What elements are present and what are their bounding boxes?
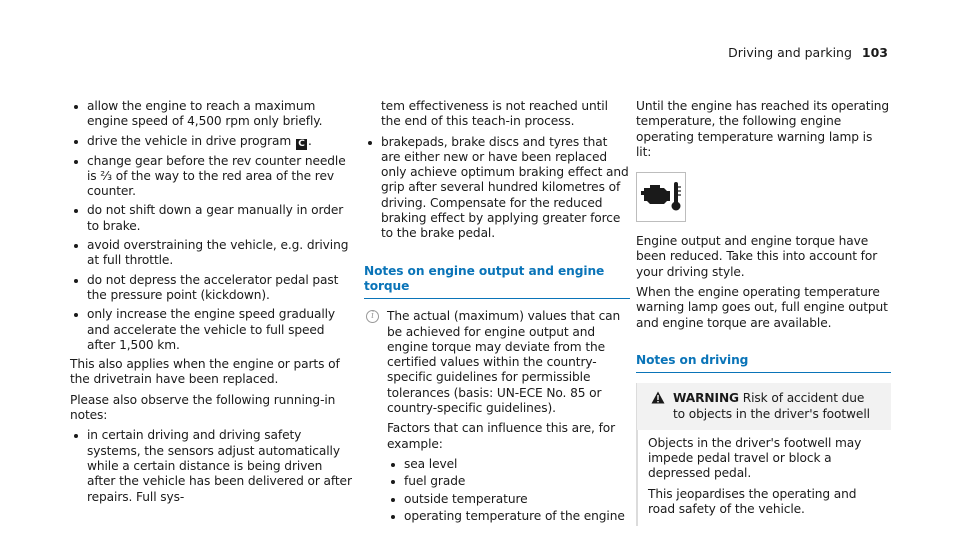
warning-text: This jeopardises the operating and road safety of the vehicle. xyxy=(648,486,857,517)
factors-text: Factors that can influence this are, for example: xyxy=(387,421,616,451)
warning-box xyxy=(636,383,891,526)
warning-text: Objects in the driver's footwell may impede pedal travel or block a depressed pedal. xyxy=(648,435,862,481)
paragraph: This also applies when the engine or parts of the drivetrain have been replaced. xyxy=(70,357,340,387)
continued-text: tem effectiveness is not reached until the end of this teach-in process. xyxy=(381,99,608,129)
column-left xyxy=(70,99,352,509)
section-heading-driving: Notes on driving xyxy=(636,353,891,373)
brakes-list xyxy=(364,135,630,242)
running-in-notes-list xyxy=(70,428,352,504)
list-item: only increase the engine speed gradually and accelerate the vehicle to full speed after 1,500 km. xyxy=(70,307,352,353)
info-icon: i xyxy=(366,310,379,323)
column-right xyxy=(636,99,891,526)
warning-body xyxy=(637,430,891,526)
list-item: do not shift down a gear manually in order to brake. xyxy=(70,203,352,234)
section-title: Driving and parking xyxy=(728,45,852,60)
warning-header xyxy=(637,383,891,430)
paragraph: When the engine operating temperature warning lamp goes out, full engine output and engine torque are available. xyxy=(636,285,888,330)
warning-title: Risk of accident due to objects in the driver's footwell xyxy=(673,391,870,421)
drive-program-period: . xyxy=(307,133,312,148)
list-item: avoid overstraining the vehicle, e.g. driving at full throttle. xyxy=(70,238,352,269)
info-note xyxy=(364,309,630,524)
comfort-program-icon: C xyxy=(296,139,307,150)
warning-label: WARNING xyxy=(673,391,739,406)
page-header xyxy=(728,45,888,60)
list-item: in certain driving and driving safety systems, the sensors adjust automatically while a certain distance is being driven after the vehicle has been delivered or after repairs. Full sys- xyxy=(70,428,352,504)
list-item: outside temperature xyxy=(387,492,630,507)
paragraph: Until the engine has reached its operating temperature, the following engine operating temperature warning lamp is lit: xyxy=(636,99,890,159)
list-item: sea level xyxy=(387,457,630,472)
list-item xyxy=(70,134,352,150)
factors-list xyxy=(387,457,630,524)
list-item: brakepads, brake discs and tyres that are either new or have been replaced only achieve optimum braking effect and grip after several hundred kilometres of driving. Compensate for the reduced braking effect by applying greater force to the brake pedal. xyxy=(364,135,630,242)
running-in-list xyxy=(70,99,352,353)
paragraph: Engine output and engine torque have been reduced. Take this into account for your driving style. xyxy=(636,234,878,279)
page-number: 103 xyxy=(861,45,888,60)
section-heading-engine-output: Notes on engine output and engine torque xyxy=(364,264,630,300)
paragraph: Please also observe the following running-in notes: xyxy=(70,392,336,423)
warning-triangle-icon xyxy=(651,391,665,404)
list-item: change gear before the rev counter needle is ⅔ of the way to the red area of the rev counter. xyxy=(70,154,352,200)
list-item: allow the engine to reach a maximum engine speed of 4,500 rpm only briefly. xyxy=(70,99,352,130)
column-middle xyxy=(364,99,630,526)
note-text: The actual (maximum) values that can be achieved for engine output and engine torque may deviate from the certified values within the country-specific guidelines for permissible tolerances (basis: UN-ECE No. 85 or country-specific guidelines). xyxy=(387,309,621,416)
drive-program-text: drive the vehicle in drive program xyxy=(87,133,292,148)
engine-temperature-warning-icon xyxy=(636,172,686,222)
list-item: do not depress the accelerator pedal past the pressure point (kickdown). xyxy=(70,273,352,304)
list-item: operating temperature of the engine xyxy=(387,509,630,524)
list-item: fuel grade xyxy=(387,474,630,489)
